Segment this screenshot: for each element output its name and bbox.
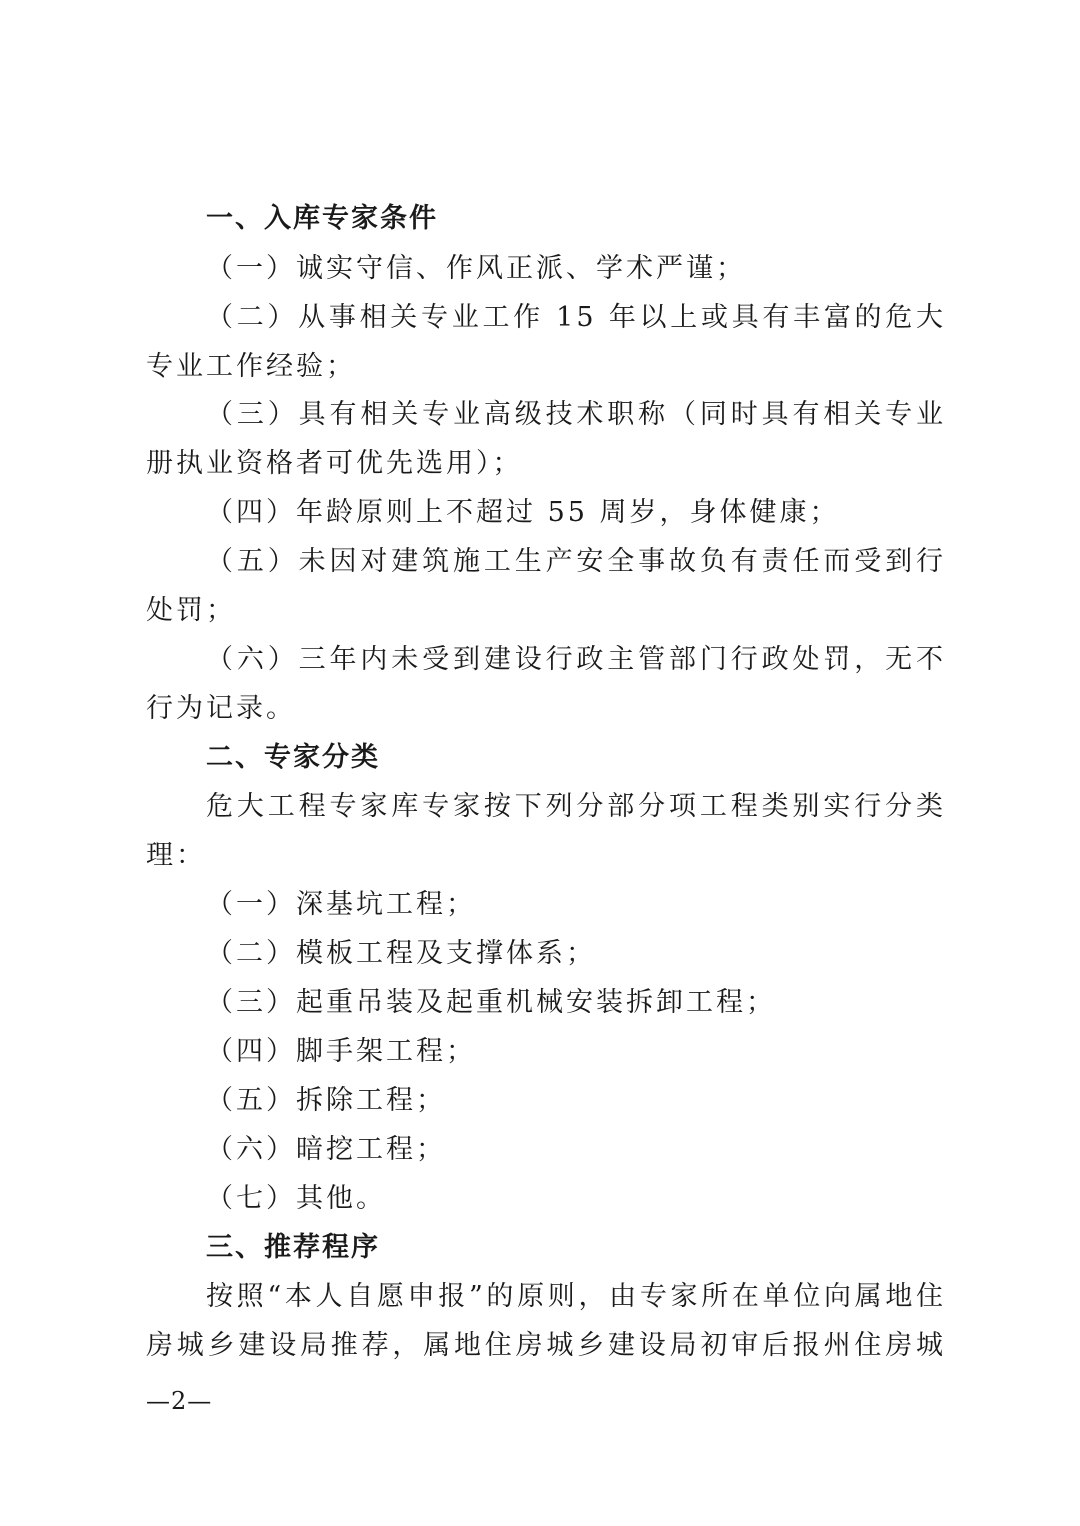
- paragraph-line: 行为记录。: [146, 693, 296, 724]
- paragraph-line: 理：: [146, 840, 206, 871]
- list-item: （四）脚手架工程；: [206, 1036, 476, 1067]
- paragraph-line: （三）具有相关专业高级技术职称（同时具有相关专业: [206, 399, 946, 430]
- paragraph-line: 处罚；: [146, 595, 236, 626]
- paragraph-line: （六）三年内未受到建设行政主管部门行政处罚，无不: [206, 644, 946, 675]
- page-number: —2—: [146, 1387, 213, 1415]
- paragraph-line: （五）未因对建筑施工生产安全事故负有责任而受到行: [206, 546, 946, 577]
- paragraph-line: （四）年龄原则上不超过 55 周岁，身体健康；: [206, 497, 840, 528]
- list-item: （七）其他。: [206, 1183, 386, 1214]
- list-item: （三）起重吊装及起重机械安装拆卸工程；: [206, 987, 776, 1018]
- paragraph-line: （二）从事相关专业工作 15 年以上或具有丰富的危大: [206, 302, 946, 333]
- paragraph-line: 册执业资格者可优先选用）；: [146, 448, 523, 479]
- list-item: （二）模板工程及支撑体系；: [206, 938, 596, 969]
- section-heading-2: 二、专家分类: [206, 742, 380, 773]
- paragraph-line: 专业工作经验；: [146, 351, 356, 382]
- paragraph-line: （一）诚实守信、作风正派、学术严谨；: [206, 253, 746, 284]
- paragraph-line: 危大工程专家库专家按下列分部分项工程类别实行分类: [206, 791, 946, 822]
- section-heading-3: 三、推荐程序: [206, 1232, 380, 1263]
- paragraph-line: 房城乡建设局推荐，属地住房城乡建设局初审后报州住房城: [146, 1330, 946, 1361]
- paragraph-line: 按照“本人自愿申报”的原则，由专家所在单位向属地住: [206, 1281, 946, 1312]
- list-item: （五）拆除工程；: [206, 1085, 446, 1116]
- list-item: （一）深基坑工程；: [206, 889, 476, 920]
- section-heading-1: 一、入库专家条件: [206, 203, 438, 234]
- list-item: （六）暗挖工程；: [206, 1134, 446, 1165]
